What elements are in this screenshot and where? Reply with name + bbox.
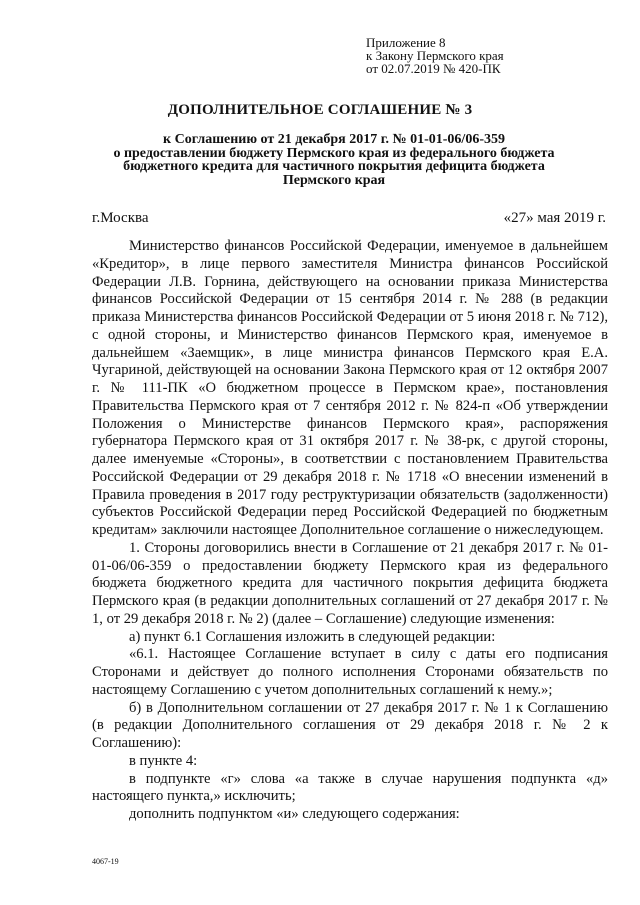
document-body bbox=[92, 238, 608, 824]
paragraph-parties: Министерство финансов Российской Федерации, именуемое в дальнейшем «Кредитор», в лице первого заместителя Министра финансов Российской Федерации Л.В. Горнина, действующего на основании приказа Министерства финансов Российской Федерации от 15 сентября 2014 г. № 288 (в редакции приказа Министерства финансов Российской Федерации от 5 июня 2018 г. № 712), с одной стороны, и Министерство финансов Пермского края, именуемое в дальнейшем «Заемщик», в лице министра финансов Пермского края Е.А. Чугариной, действующей на основании Закона Пермского края от 12 октября 2007 г. № 111-ПК «О бюджетном процессе в Пермском крае», постановления Правительства Пермского края от 7 сентября 2012 г. № 824-п «Об утверждении Положения о Министерстве финансов Пермского края», распоряжения губернатора Пермского края от 31 октября 2017 г. № 38-рк, с другой стороны, далее именуемые «Стороны», в соответствии с постановлением Правительства Российской Федерации от 29 декабря 2018 г. № 1718 «О внесении изменений в Правила проведения в 2017 году реструктуризации обязательств (задолженности) субъектов Российской Федерации перед Российской Федерацией по бюджетным кредитам» заключили настоящее Дополнительное соглашение о нижеследующем. bbox=[92, 238, 608, 538]
signing-date: «27» мая 2019 г. bbox=[503, 210, 606, 226]
paragraph-quote-6-1: «6.1. Настоящее Соглашение вступает в силу с даты его подписания Сторонами и действует до полного исполнения Сторонами обязательств по настоящему Соглашению с учетом дополнительных соглашений к нему.»; bbox=[92, 646, 608, 698]
paragraph-subpoint-g: в подпункте «г» слова «а также в случае нарушения подпункта «д» настоящего пункта,» исключить; bbox=[92, 770, 608, 805]
appendix-line-1: Приложение 8 bbox=[366, 35, 446, 50]
appendix-note bbox=[366, 36, 606, 75]
appendix-line-2: к Закону Пермского края bbox=[366, 48, 504, 63]
subtitle-line-3: бюджетного кредита для частичного покрытия дефицита бюджета bbox=[123, 159, 545, 174]
paragraph-clause-1: 1. Стороны договорились внести в Соглашение от 21 декабря 2017 г. № 01-01-06/06-359 о предоставлении бюджету Пермского края из федерального бюджета бюджетного кредита для частичного покрытия дефицита бюджета Пермского края (в редакции дополнительных соглашений от 27 декабря 2017 г. № 1, от 29 декабря 2018 г. № 2) (далее – Соглашение) следующие изменения: bbox=[92, 539, 608, 627]
subtitle-line-2: о предоставлении бюджету Пермского края из федерального бюджета bbox=[113, 145, 555, 161]
paragraph-point-4: в пункте 4: bbox=[129, 752, 198, 769]
paragraph-subpoint-i: дополнить подпунктом «и» следующего содержания: bbox=[129, 806, 460, 822]
subtitle-line-1: к Соглашению от 21 декабря 2017 г. № 01-01-06/06-359 bbox=[163, 132, 505, 147]
footer-code: 4067-19 bbox=[92, 857, 119, 866]
paragraph-item-a: а) пункт 6.1 Соглашения изложить в следующей редакции: bbox=[129, 628, 496, 645]
document-subtitle bbox=[60, 133, 608, 187]
document-title: ДОПОЛНИТЕЛЬНОЕ СОГЛАШЕНИЕ № 3 bbox=[167, 102, 473, 118]
signing-place: г.Москва bbox=[92, 210, 149, 226]
paragraph-item-b: б) в Дополнительном соглашении от 27 декабря 2017 г. № 1 к Соглашению (в редакции Дополнительного соглашения от 29 декабря 2018 г. № 2 к Соглашению): bbox=[92, 699, 608, 751]
appendix-line-3: от 02.07.2019 № 420-ПК bbox=[366, 61, 501, 76]
subtitle-line-4: Пермского края bbox=[282, 172, 386, 188]
